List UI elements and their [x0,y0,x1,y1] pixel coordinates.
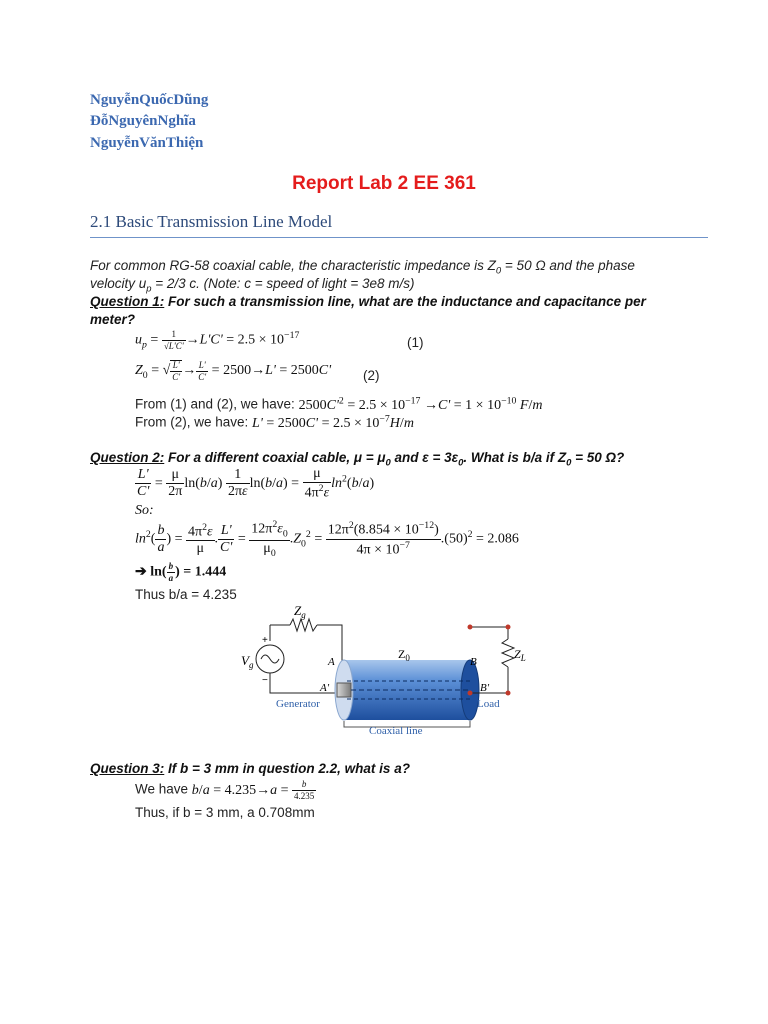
question-1: Question 1: For such a transmission line, what are the inductance and capacitance per [90,294,646,309]
equation-3: $\frac{L'}{C'}$ = $\frac{\mu}{2\pi}$ ln(b/a) $\frac{1}{2\pi\varepsilon}$ ln(b/a) = $\frac{\mu}{4\pi^2\varepsilon}$ $\ln^2(b/a)$ [137,466,375,501]
q3-thus: Thus, if b = 3 mm, a 0.708mm [135,805,315,820]
equation-1-tag: (1) [407,335,424,350]
heading-rule [90,237,708,238]
question-3: Question 3: If b = 3 mm in question 2.2, what is a? [90,761,410,776]
b-label: B [470,656,477,668]
zl-label: $Z_L$ [514,647,526,663]
intro-line-1: For common RG-58 coaxial cable, the characteristic impedance is $Z_0 = 50$ Ω and the phase [90,258,635,277]
equation-1: $u_p$ = $\frac{1}{√L'C'}$ $\to L'C' = 2.5 \times 10^{-17}$ [135,329,300,351]
a-prime-label: A' [320,682,330,694]
section-heading: 2.1 Basic Transmission Line Model [90,212,333,231]
equation-4: $\ln^2$( $\frac{b}{a}$ ) = $\frac{4\pi^2\varepsilon}{\mu}$ . $\frac{L'}{C'}$ = $\frac{12\pi^2\varepsilon_0}{\mu_0}$ $.Z_0^2$ = $\frac{12\pi^2(8.854 \times 10^{-12})}{4\pi \times 10^{-7}}$ $.(50)^2 = 2.086$ [135,519,519,560]
zg-resistor [290,619,317,631]
plus-sign: + [262,635,268,646]
equation-2-tag: (2) [363,368,380,383]
vg-label: $V_g$ [241,653,254,670]
q1-from-1-2: From (1) and (2), we have: $2500C'^2 = 2.5 \times 10^{-17} \to C' = 1 \times 10^{-10}$ F/m [135,395,543,413]
so-label: So: [135,503,154,518]
author-1: NguyễnQuốcDũng [90,92,209,108]
q1-from-2: From (2), we have: $L' = 2500C' = 2.5 \times 10^{-7}H/m$ [135,413,414,431]
thus-ba: Thus b/a = 4.235 [135,587,237,602]
question-2: Question 2: For a different coaxial cable, $\mu = \mu_0$ and $\varepsilon = 3\varepsilon_0$. What is b/a if $Z_0 = 50$ Ω? [90,450,625,469]
a-label: A [328,656,335,668]
report-title: Report Lab 2 EE 361 [292,173,476,194]
zg-label: $Z_g$ [294,603,306,620]
minus-sign: − [262,675,268,686]
b-prime-label: B' [480,682,490,694]
intro-line-2: velocity $u_p = 2/3$ c. (Note: c = speed of light = 3e8 m/s) [90,276,415,295]
author-3: NguyễnVănThiện [90,135,204,151]
question-1-cont: meter? [90,312,136,327]
equation-2: $Z_0$ = √ $\frac{L'}{C'}$ → $\frac{L'}{C'}$ = 2500→L' = 2500C' [135,359,332,382]
author-2: ĐỗNguyênNghĩa [90,113,196,129]
coaxial-line-label: Coaxial line [369,725,423,737]
zl-resistor [502,639,514,667]
load-label: Load [477,698,500,710]
q3-we-have: We have b/a = 4.235→a = $\frac{b}{4.235}$ [135,779,315,801]
ln-result: ➔ ln( $\frac{b}{a}$ ) = 1.444 [135,561,227,583]
coaxial-line-diagram [232,603,526,738]
generator-label: Generator [276,698,320,710]
z0-label: $Z_0$ [398,647,410,663]
